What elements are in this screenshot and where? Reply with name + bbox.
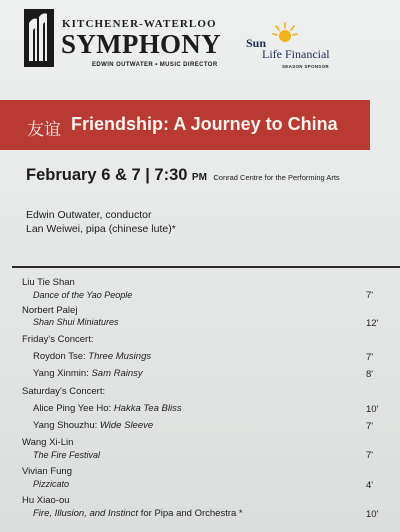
program-inline-item [33,351,151,362]
program-work: Hakka Tea Bliss [113,403,182,414]
program-work: Pizzicato [33,479,70,489]
program-duration: 10' [366,509,379,520]
concert-pm: PM [191,172,207,183]
program-work: The Fire Festival [33,450,101,460]
season-sponsor-label: SEASON SPONSOR [282,64,329,69]
program-work: Fire, Illusion, and Instinct [33,508,139,519]
program-duration: 7' [366,290,374,301]
concert-venue: Conrad Centre for the Performing Arts [213,173,340,182]
sponsor-name-line2: Life Financial [262,47,330,61]
org-name-line1: KITCHENER-WATERLOO [62,18,217,30]
program-inline-item [33,403,182,414]
program-work: Three Musings [88,351,152,362]
program-composer: Wang Xi-Lin [22,437,74,448]
music-director: EDWIN OUTWATER • MUSIC DIRECTOR [92,62,218,68]
concert-dates-time: February 6 & 7 | 7:30 [26,166,188,184]
program-duration: 4' [366,480,374,491]
program-work-suffix: for Pipa and Orchestra * [140,508,243,519]
program-composer: Yang Shouzhu: [33,420,98,431]
program-inline-item [33,508,243,519]
program-composer: Liu Tie Shan [22,277,75,288]
program-work: Sam Rainsy [91,368,143,379]
program-composer: Yang Xinmin: [33,368,89,379]
program-duration: 8' [366,369,374,380]
program-duration: 7' [366,450,374,461]
performer-conductor: Edwin Outwater, conductor [26,209,152,221]
program-duration: 7' [366,352,374,363]
program-composer: Norbert Palej [22,305,78,316]
program-duration: 10' [366,404,379,415]
sponsor-name-line1: Sun [246,36,267,50]
program-composer: Vivian Fung [22,466,72,477]
chinese-title: 友谊 [27,120,61,140]
program-composer: Hu Xiao-ou [22,495,70,506]
org-name-line2: SYMPHONY [61,29,221,59]
concert-title: Friendship: A Journey to China [71,114,338,134]
program-work: Dance of the Yao People [33,290,133,300]
program-work: Shan Shui Miniatures [33,317,119,327]
program-duration: 7' [366,421,374,432]
program-inline-item [33,420,153,431]
program-composer: Roydon Tse: [33,351,86,362]
performer-soloist: Lan Weiwei, pipa (chinese lute)* [26,223,176,235]
program-duration: 12' [366,318,379,329]
program-inline-item [33,368,143,379]
program-section-saturday: Saturday's Concert: [22,386,106,397]
program-composer: Alice Ping Yee Ho: [33,403,112,414]
program-section-friday: Friday's Concert: [22,334,94,345]
program-work: Wide Sleeve [99,420,154,431]
